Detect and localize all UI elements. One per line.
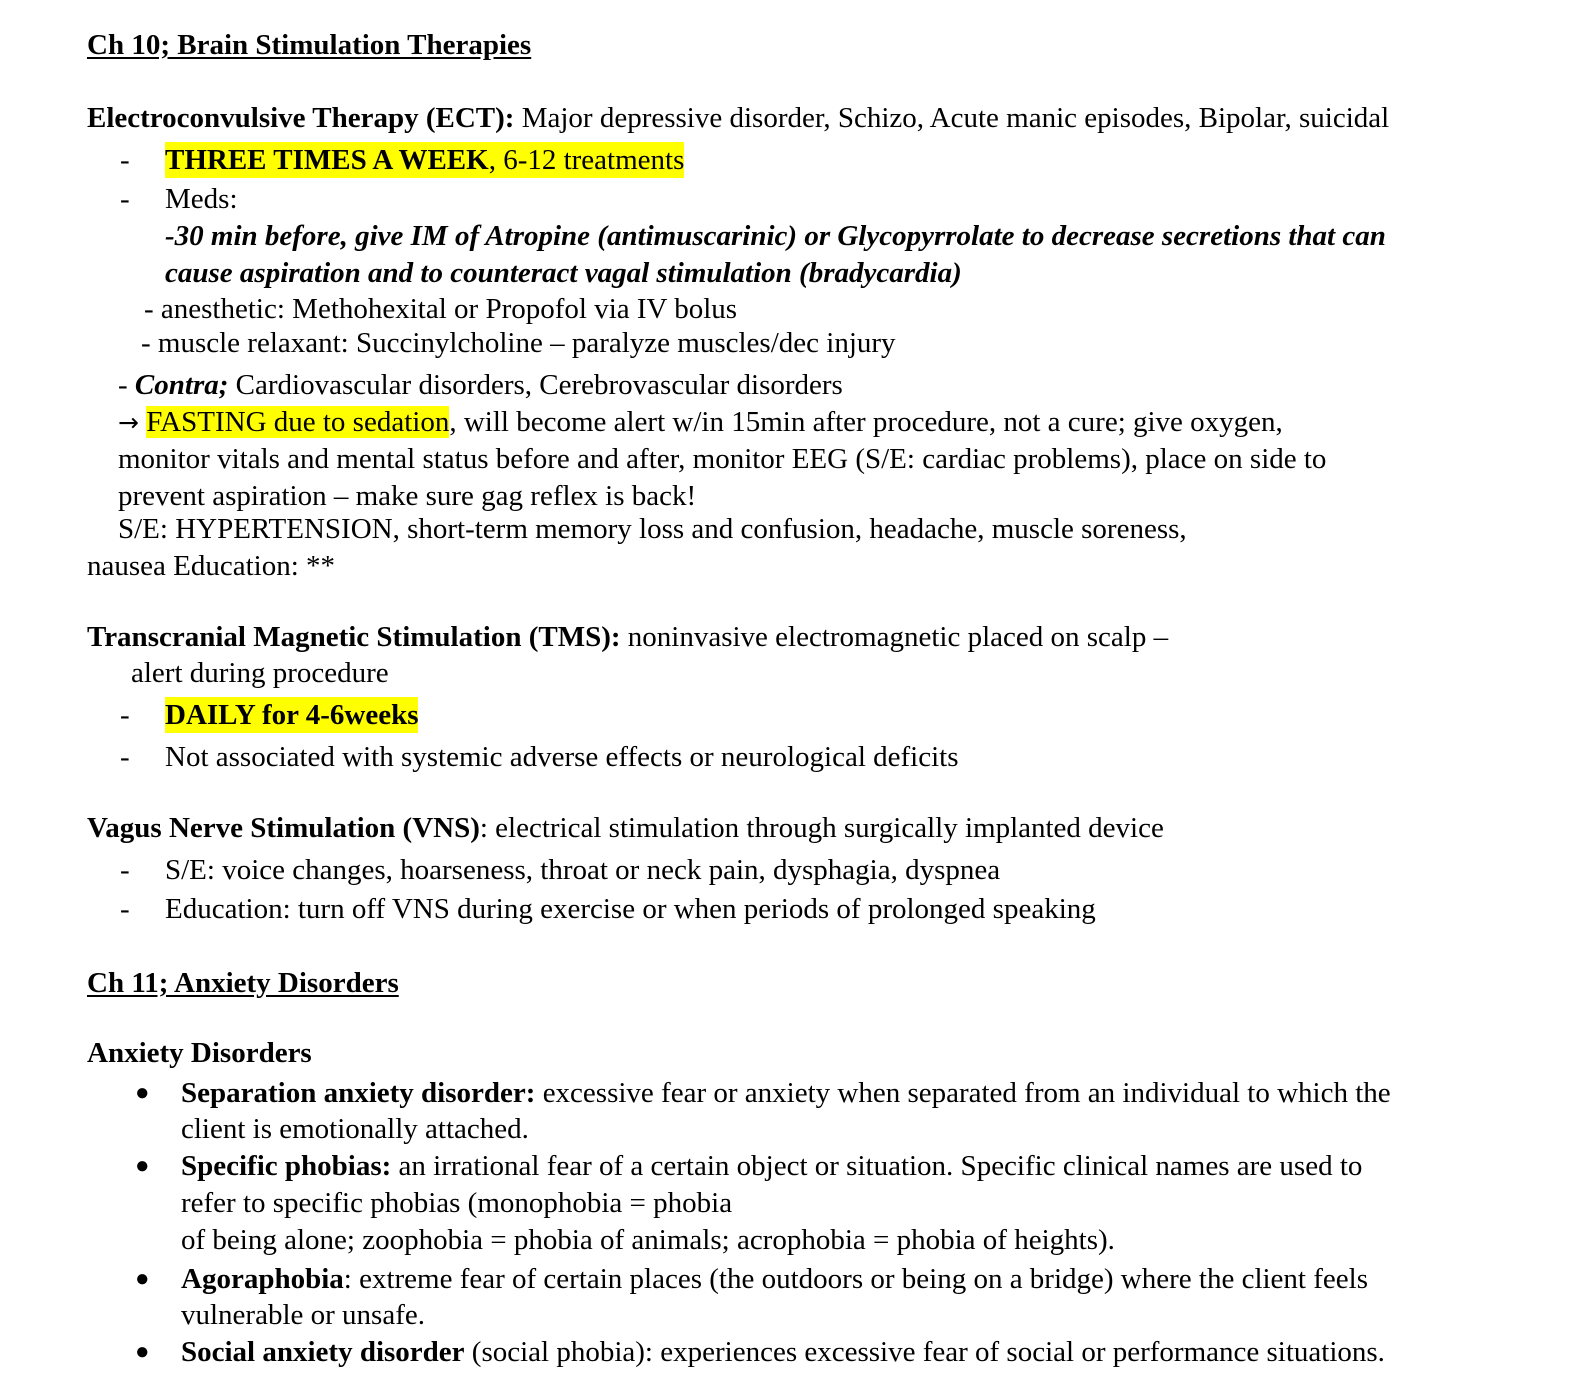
- ect-desc: Major depressive disorder, Schizo, Acute manic episodes, Bipolar, suicidal: [514, 102, 1390, 134]
- tms-note: Not associated with systemic adverse effects or neurological deficits: [165, 741, 959, 773]
- ect-meds-line-2: cause aspiration and to counteract vagal stimulation (bradycardia): [165, 257, 962, 289]
- tms-label: Transcranial Magnetic Stimulation (TMS):: [87, 621, 621, 653]
- list-item-social-anxiety: [181, 1334, 1385, 1370]
- care-text-1: , will become alert w/in 15min after procedure, not a cure; give oxygen,: [449, 406, 1283, 438]
- ect-meds-label: Meds:: [165, 183, 238, 215]
- chapter-11-heading: Ch 11; Anxiety Disorders: [87, 967, 399, 999]
- chapter-10-heading: Ch 10; Brain Stimulation Therapies: [87, 29, 532, 61]
- term: Agoraphobia: [181, 1263, 344, 1295]
- dash-marker: -: [120, 854, 130, 886]
- tms-desc-2: alert during procedure: [131, 657, 389, 689]
- list-item-specific-phobias: [181, 1148, 1362, 1184]
- dash-marker: -: [120, 699, 130, 731]
- dash-marker: -: [120, 741, 130, 773]
- ect-frequency-rest: , 6-12 treatments: [488, 144, 685, 176]
- definition: an irrational fear of a certain object or situation. Specific clinical names are used to: [391, 1150, 1363, 1182]
- contra-text: Cardiovascular disorders, Cerebrovascular disorders: [228, 369, 843, 401]
- contra-dash: -: [118, 369, 135, 401]
- list-item-continuation: of being alone; zoophobia = phobia of animals; acrophobia = phobia of heights).: [181, 1224, 1115, 1256]
- vns-side-effects: S/E: voice changes, hoarseness, throat or neck pain, dysphagia, dyspnea: [165, 854, 1001, 886]
- right-arrow-icon: →: [118, 408, 139, 437]
- anxiety-subheading: Anxiety Disorders: [87, 1037, 312, 1069]
- ect-frequency-bold: THREE TIMES A WEEK: [165, 144, 489, 176]
- list-item-separation-anxiety: [181, 1075, 1391, 1111]
- fasting-highlight: FASTING due to sedation: [146, 406, 450, 438]
- tms-line: [87, 619, 1168, 655]
- definition: (social phobia): experiences excessive fear of social or performance situations.: [464, 1336, 1385, 1368]
- definition: excessive fear or anxiety when separated from an individual to which the: [535, 1077, 1391, 1109]
- dash-marker: -: [120, 183, 130, 215]
- ect-label: Electroconvulsive Therapy (ECT):: [87, 102, 515, 134]
- ect-meds-line-1: -30 min before, give IM of Atropine (antimuscarinic) or Glycopyrrolate to decrease secretions that can: [165, 220, 1386, 252]
- vns-education: Education: turn off VNS during exercise or when periods of prolonged speaking: [165, 893, 1096, 925]
- list-item-continuation: refer to specific phobias (monophobia = phobia: [181, 1187, 733, 1219]
- term: Separation anxiety disorder:: [181, 1077, 536, 1109]
- tms-desc: noninvasive electromagnetic placed on scalp –: [620, 621, 1169, 653]
- list-item-agoraphobia: [181, 1261, 1368, 1297]
- dash-marker: -: [120, 144, 130, 176]
- ect-frequency: [165, 142, 684, 178]
- bullet-marker: ●: [135, 1080, 150, 1106]
- dash-marker: -: [120, 893, 130, 925]
- ect-anesthetic: - anesthetic: Methohexital or Propofol via IV bolus: [144, 293, 738, 325]
- ect-care-line-3: prevent aspiration – make sure gag reflex is back!: [118, 480, 697, 512]
- definition: : extreme fear of certain places (the outdoors or being on a bridge) where the client feels: [343, 1263, 1368, 1295]
- list-item-continuation: vulnerable or unsafe.: [181, 1299, 425, 1331]
- tms-frequency: DAILY for 4-6weeks: [165, 699, 419, 731]
- vns-desc: : electrical stimulation through surgically implanted device: [479, 812, 1164, 844]
- vns-line: [87, 810, 1164, 846]
- contra-label: Contra;: [134, 369, 229, 401]
- term: Social anxiety disorder: [181, 1336, 465, 1368]
- bullet-marker: ●: [135, 1266, 150, 1292]
- ect-care-line-2: monitor vitals and mental status before and after, monitor EEG (S/E: cardiac problems), place on side to: [118, 443, 1327, 475]
- bullet-marker: ●: [135, 1339, 150, 1365]
- ect-line: [87, 100, 1389, 136]
- ect-care-line-1: [118, 404, 1283, 441]
- ect-contraindications: [118, 367, 843, 403]
- ect-education: nausea Education: **: [87, 550, 336, 582]
- list-item-continuation: client is emotionally attached.: [181, 1113, 529, 1145]
- term: Specific phobias:: [181, 1150, 392, 1182]
- ect-muscle-relaxant: - muscle relaxant: Succinylcholine – paralyze muscles/dec injury: [141, 327, 896, 359]
- bullet-marker: ●: [135, 1153, 150, 1179]
- vns-label: Vagus Nerve Stimulation (VNS): [87, 812, 480, 844]
- ect-side-effects: S/E: HYPERTENSION, short-term memory loss and confusion, headache, muscle soreness,: [118, 513, 1187, 545]
